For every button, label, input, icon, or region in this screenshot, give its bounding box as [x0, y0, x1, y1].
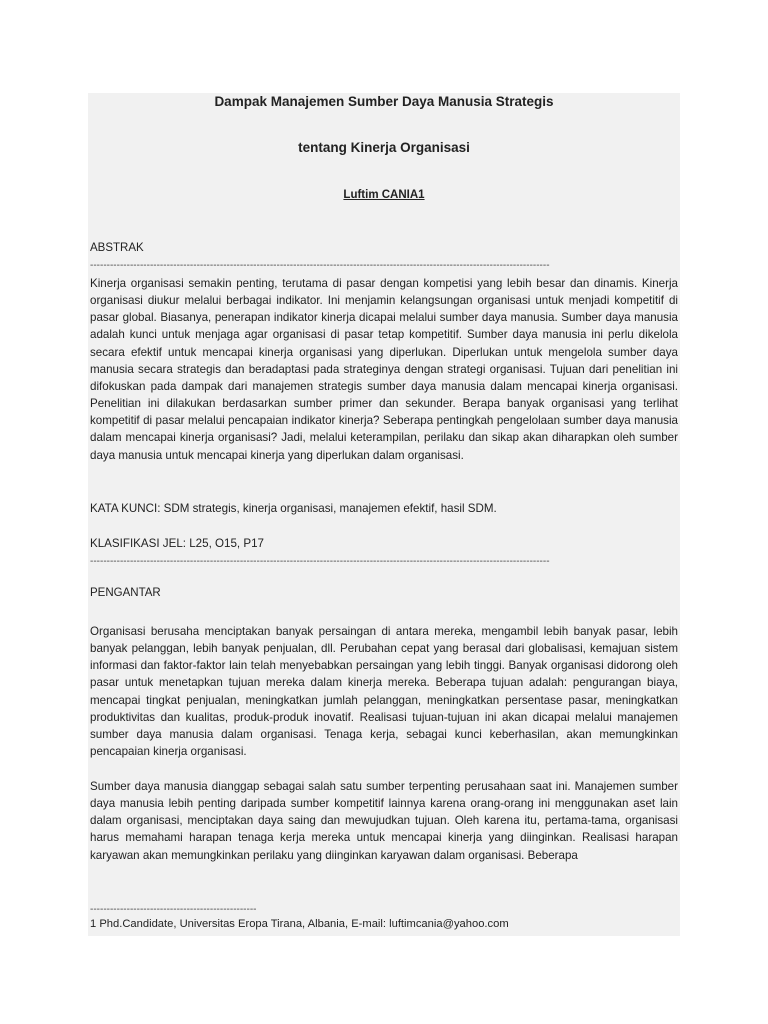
intro-paragraph-2: Sumber daya manusia dianggap sebagai salah satu sumber terpenting perusahaan saat ini. Manajemen sumber daya manusia lebih penting daripada sumber kompetitif lainnya karena orang-orang ini menggunakan aset lain dalam organisasi, menciptakan daya saing dan mewujudkan tujuan. Oleh karena itu, pertama-tama, organisasi harus memahami harapan tenaga kerja mereka untuk mencapai kinerja yang diinginkan. Realisasi harapan karyawan akan memungkinkan perilaku yang diinginkan karyawan dalam organisasi. Beberapa	[90, 780, 678, 862]
author-name: Luftim CANIA1	[343, 189, 425, 201]
separator-abstract: ------------------------------------------------------------------------------------------------------------------------------------------	[90, 261, 550, 271]
title-line-1: Dampak Manajemen Sumber Daya Manusia Strategis	[214, 94, 554, 109]
keywords: KATA KUNCI: SDM strategis, kinerja organisasi, manajemen efektif, hasil SDM.	[90, 502, 497, 515]
footnote: 1 Phd.Candidate, Universitas Eropa Tirana, Albania, E-mail: luftimcania@yahoo.com	[90, 918, 509, 930]
abstract-paragraph: Kinerja organisasi semakin penting, terutama di pasar dengan kompetisi yang lebih besar dan dinamis. Kinerja organisasi diukur melalui berbagai indikator. Ini menjamin kelangsungan organisasi untuk menjadi kompetitif di pasar global. Biasanya, penerapan indikator kinerja dicapai melalui sumber daya manusia. Sumber daya manusia adalah kunci untuk menjaga agar organisasi di pasar tetap kompetitif. Sumber daya manusia ini perlu dikelola secara efektif untuk mencapai kinerja organisasi yang diperlukan. Diperlukan untuk mengelola sumber daya manusia secara strategis dan beradaptasi pada strateginya dengan strategi organisasi. Tujuan dari penelitian ini difokuskan pada dampak dari manajemen strategis sumber daya manusia dalam mencapai kinerja organisasi. Penelitian ini dilakukan berdasarkan sumber primer dan sekunder. Berapa banyak organisasi yang terlihat kompetitif di pasar melalui pencapaian indikator kinerja? Seberapa pentingkah pengelolaan sumber daya manusia dalam mencapai kinerja organisasi? Jadi, melalui keterampilan, perilaku dan sikap akan diharapkan oleh sumber daya manusia untuk mencapai kinerja yang diperlukan dalam organisasi.	[90, 277, 678, 462]
jel-classification: KLASIFIKASI JEL: L25, O15, P17	[90, 537, 265, 550]
title-line-2: tentang Kinerja Organisasi	[298, 140, 470, 155]
intro-paragraph-1: Organisasi berusaha menciptakan banyak persaingan di antara mereka, mengambil lebih banyak pasar, lebih banyak pelanggan, lebih banyak penjualan, dll. Perubahan cepat yang berasal dari globalisasi, kemajuan sistem informasi dan faktor-faktor lain telah menyebabkan persaingan yang lebih tinggi. Banyak organisasi didorong oleh pasar untuk menetapkan tujuan mereka dalam kinerja mereka. Beberapa tujuan adalah: pengurangan biaya, mencapai tingkat penjualan, meningkatkan jumlah pelanggan, meningkatkan persentase pasar, meningkatkan produktivitas dan kualitas, produk-produk inovatif. Realisasi tujuan-tujuan ini akan dicapai melalui manajemen sumber daya manusia dalam organisasi. Tenaga kerja, sebagai kunci keberhasilan, akan memungkinkan pencapaian kinerja organisasi.	[90, 625, 678, 759]
document-page	[88, 93, 680, 936]
separator-jel: ------------------------------------------------------------------------------------------------------------------------------------------	[90, 557, 550, 567]
footnote-separator: --------------------------------------------------	[90, 905, 257, 915]
abstract-heading: ABSTRAK	[90, 242, 144, 254]
intro-heading: PENGANTAR	[90, 587, 161, 599]
